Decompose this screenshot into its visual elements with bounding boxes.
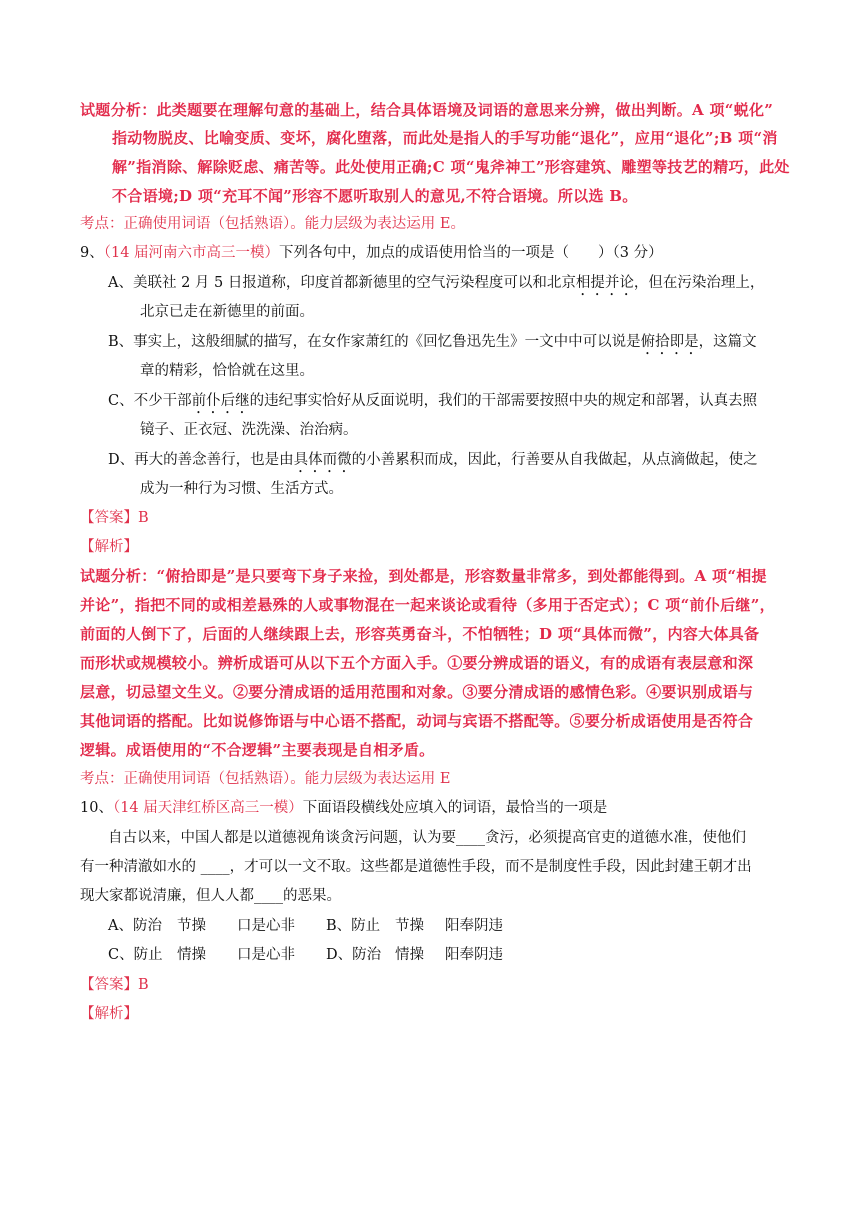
option-c: C、防止: [108, 947, 163, 963]
analysis-line: 前面的人倒下了，后面的人继续跟上去，形容英勇奋斗，不怕牺牲；D 项“具体而微”，内容大体具备: [80, 625, 760, 643]
option-b: B、防止: [326, 918, 381, 934]
option-text: B、事实上，这般细腻的描写，在女作家萧红的《回忆鲁迅先生》一文中中可以说是: [108, 334, 641, 350]
analysis-line: 层意，切忌望文生义。②要分清成语的适用范围和对象。③要分清成语的感情色彩。④要识别成语与: [80, 683, 754, 701]
analysis-line: 试题分析：此类题要在理解句意的基础上，结合具体语境及词语的意思来分辨，做出判断。A 项“蜕化”: [80, 101, 774, 119]
analysis-line: 其他词语的搭配。比如说修饰语与中心语不搭配，动词与宾语不搭配等。⑤要分析成语使用是否符合: [80, 712, 754, 730]
option-text: A、美联社 2 月 5 日报道称，印度首都新德里的空气污染程度可以和北京: [108, 275, 576, 291]
analysis-line: 并论”，指把不同的或相差悬殊的人或事物混在一起来谈论或看待（多用于否定式）；C 项“前仆后继”，: [80, 596, 775, 614]
passage-line: 有一种清澈如水的 ____，才可以一文不取。这些都是道德性手段，而不是制度性手段，因此封建王朝才出: [80, 859, 752, 875]
analysis-line: 指动物脱皮、比喻变质、变坏，腐化堕落，而此处是指人的手写功能“退化”，应用“退化”;B 项“消: [112, 129, 778, 147]
passage-line: 现大家都说清廉，但人人都____的恶果。: [80, 888, 341, 904]
option-text: C、不少干部: [108, 393, 192, 409]
option-text: ，但在污染治理上，: [633, 275, 765, 291]
question-number: 9、: [80, 245, 104, 261]
option-d-cont: 成为一种行为习惯、生活方式。: [140, 481, 343, 497]
question-stem: 下面语段横线处应填入的词语，最恰当的一项是: [302, 800, 608, 816]
option-text: 的小善累积而成，因此，行善要从自我做起，从点滴做起，使之: [351, 452, 758, 468]
question-source: （14 届河南六市高三一模）: [103, 245, 280, 261]
kaodian-line: 考点：正确使用词语（包括熟语）。能力层级为表达运用 E。: [80, 216, 465, 232]
option-b-word2: 节操: [395, 918, 424, 934]
analysis-label: 【解析】: [80, 1006, 138, 1022]
option-text: 的违纪事实恰好从反面说明，我们的干部需要按照中央的规定和部署，认真去照: [249, 393, 758, 409]
passage-line: 自古以来，中国人都是以道德视角谈贪污问题，认为要____贪污，必须提高官吏的道德水准，使他们: [108, 830, 746, 846]
option-c-cont: 镜子、正衣冠、洗洗澡、治治病。: [140, 422, 358, 438]
kaodian-line: 考点：正确使用词语（包括熟语）。能力层级为表达运用 E: [80, 771, 451, 787]
analysis-label: 【解析】: [80, 539, 138, 555]
analysis-line: 不合语境;D 项“充耳不闻”形容不愿听取别人的意见,不符合语境。所以选 B。: [112, 187, 638, 205]
option-d-word3: 阳奉阴违: [445, 947, 503, 963]
option-d: D、防治: [326, 947, 382, 963]
option-a: [108, 273, 764, 299]
option-d-word2: 情操: [395, 947, 424, 963]
analysis-line: 而形状或规模较小。辨析成语可从以下五个方面入手。①要分辨成语的语义，有的成语有表层意和深: [80, 654, 754, 672]
dotted-idiom: 俯拾即是: [640, 334, 699, 350]
answer-label: 【答案】B: [80, 510, 149, 526]
option-b: [108, 332, 757, 358]
option-b-word3: 阳奉阴违: [445, 918, 503, 934]
option-c-word3: 口是心非: [237, 947, 295, 963]
option-d: [108, 450, 758, 476]
question-10-title: [80, 798, 607, 818]
dotted-idiom: 具体而微: [293, 452, 352, 468]
dotted-idiom: 相提并论: [575, 275, 634, 291]
option-text: D、再大的善念善行，也是由: [108, 452, 294, 468]
analysis-line: 试题分析：“俯拾即是”是只要弯下身子来捡，到处都是，形容数量非常多，到处都能得到。A 项“相提: [80, 567, 767, 585]
analysis-line: 解”指消除、解除贬虑、痛苦等。此处使用正确;C 项“鬼斧神工”形容建筑、雕塑等技艺的精巧，此处: [112, 158, 790, 176]
question-number: 10、: [80, 800, 113, 816]
option-c-word2: 情操: [177, 947, 206, 963]
option-text: ，这篇文: [698, 334, 757, 350]
question-9-title: [80, 243, 663, 263]
option-a-word2: 节操: [177, 918, 206, 934]
option-b-cont: 章的精彩，恰恰就在这里。: [140, 363, 314, 379]
option-c: [108, 391, 757, 417]
answer-label: 【答案】B: [80, 977, 149, 993]
analysis-line: 逻辑。成语使用的“不合逻辑”主要表现是自相矛盾。: [80, 741, 435, 759]
option-a-word3: 口是心非: [237, 918, 295, 934]
option-a-cont: 北京已走在新德里的前面。: [140, 304, 314, 320]
dotted-idiom: 前仆后继: [191, 393, 250, 409]
question-stem: 下列各句中，加点的成语使用恰当的一项是（ ）（3 分）: [279, 245, 663, 261]
question-source: （14 届天津红桥区高三一模）: [112, 800, 303, 816]
option-a: A、防治: [108, 918, 162, 934]
